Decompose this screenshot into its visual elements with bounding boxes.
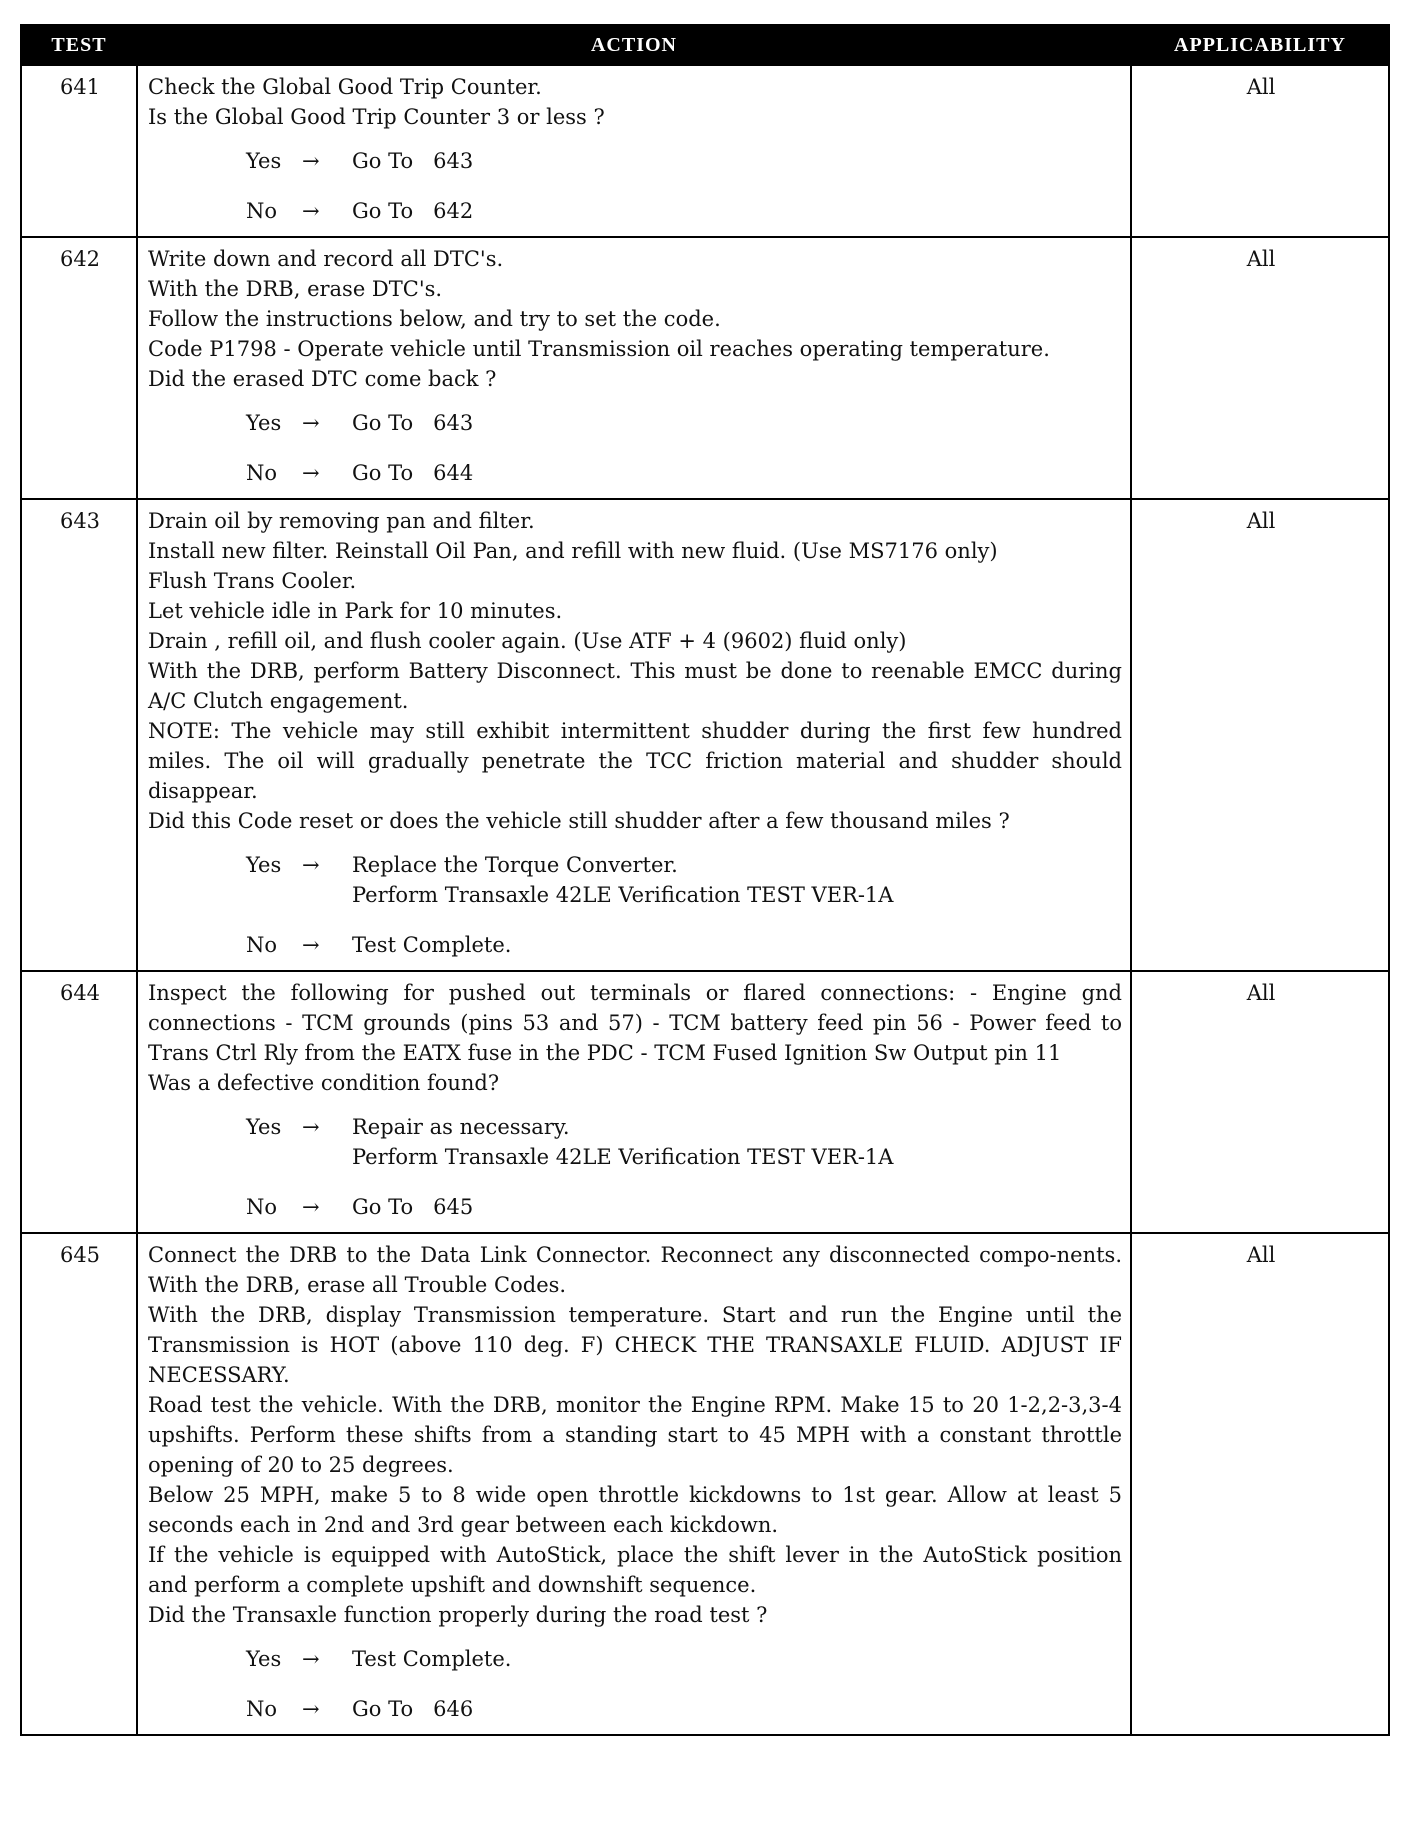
answer-label: No bbox=[246, 1195, 278, 1219]
answer-no bbox=[246, 196, 1122, 226]
action-line: Let vehicle idle in Park for 10 minutes. bbox=[148, 599, 563, 623]
answer-sub-text: Perform Transaxle 42LE Verification TEST VER-1A bbox=[352, 1145, 894, 1169]
answer-result-text: Go To 642 bbox=[352, 199, 474, 223]
action-cell bbox=[137, 65, 1131, 237]
action-line: Did this Code reset or does the vehicle still shudder after a few thousand miles ? bbox=[148, 809, 1010, 833]
answer-label: No bbox=[246, 1697, 278, 1721]
arrow-icon: → bbox=[302, 1115, 320, 1139]
answer-result-text: Go To 643 bbox=[352, 411, 474, 435]
applicability-value: All bbox=[1131, 971, 1389, 1233]
answer-result-text: Test Complete. bbox=[352, 1647, 512, 1671]
answer-label: Yes bbox=[246, 411, 282, 435]
answer-yes bbox=[246, 850, 1122, 910]
header-test: TEST bbox=[21, 25, 137, 65]
answer-sub-text: Perform Transaxle 42LE Verification TEST VER-1A bbox=[352, 883, 894, 907]
action-line: If the vehicle is equipped with AutoStick, place the shift lever in the AutoStick position and perform a complete upshift and downshift sequence. bbox=[148, 1543, 1122, 1597]
action-line: Code P1798 - Operate vehicle until Transmission oil reaches operating temperature. bbox=[148, 337, 1050, 361]
answer-result bbox=[352, 1694, 1122, 1724]
answer-no bbox=[246, 458, 1122, 488]
answer-result-text: Go To 644 bbox=[352, 461, 474, 485]
arrow-icon: → bbox=[302, 1647, 320, 1671]
answer-group bbox=[148, 408, 1122, 488]
header-row bbox=[21, 25, 1389, 65]
answer-yes bbox=[246, 1112, 1122, 1172]
answer-group bbox=[148, 850, 1122, 960]
action-line: Was a defective condition found? bbox=[148, 1071, 500, 1095]
test-row bbox=[21, 65, 1389, 237]
answer-group bbox=[148, 1644, 1122, 1724]
action-line: With the DRB, perform Battery Disconnect. This must be done to reenable EMCC during A/C Clutch engagement. bbox=[148, 659, 1122, 713]
action-line: Road test the vehicle. With the DRB, monitor the Engine RPM. Make 15 to 20 1-2,2-3,3-4 upshifts. Perform these shifts from a standing start to 45 MPH with a constant throttle opening of 20 to 25 degrees. bbox=[148, 1393, 1122, 1477]
action-cell bbox=[137, 971, 1131, 1233]
answer-result bbox=[352, 850, 1122, 910]
answer-result bbox=[352, 930, 1122, 960]
action-cell bbox=[137, 237, 1131, 499]
answer-no bbox=[246, 1192, 1122, 1222]
answer-result-text: Go To 645 bbox=[352, 1195, 474, 1219]
action-line: Did the Transaxle function properly during the road test ? bbox=[148, 1603, 768, 1627]
applicability-value: All bbox=[1131, 1233, 1389, 1735]
action-line: NOTE: The vehicle may still exhibit intermittent shudder during the first few hundred miles. The oil will gradually penetrate the TCC friction material and shudder should disappear. bbox=[148, 719, 1122, 803]
answer-no bbox=[246, 1694, 1122, 1724]
action-line: Install new filter. Reinstall Oil Pan, and refill with new fluid. (Use MS7176 only) bbox=[148, 539, 998, 563]
action-line: With the DRB, erase DTC's. bbox=[148, 277, 443, 301]
answer-result bbox=[352, 196, 1122, 226]
answer-result bbox=[352, 408, 1122, 438]
applicability-value: All bbox=[1131, 499, 1389, 971]
header-action: ACTION bbox=[137, 25, 1131, 65]
applicability-value: All bbox=[1131, 65, 1389, 237]
arrow-icon: → bbox=[302, 411, 320, 435]
answer-result-text: Go To 646 bbox=[352, 1697, 474, 1721]
action-line: Check the Global Good Trip Counter. bbox=[148, 75, 542, 99]
action-line: Drain oil by removing pan and filter. bbox=[148, 509, 535, 533]
action-line: Below 25 MPH, make 5 to 8 wide open throttle kickdowns to 1st gear. Allow at least 5 seconds each in 2nd and 3rd gear between each kickdown. bbox=[148, 1483, 1122, 1537]
test-row bbox=[21, 1233, 1389, 1735]
answer-group bbox=[148, 146, 1122, 226]
action-line: Did the erased DTC come back ? bbox=[148, 367, 497, 391]
action-cell bbox=[137, 1233, 1131, 1735]
answer-yes bbox=[246, 1644, 1122, 1674]
answer-result bbox=[352, 1192, 1122, 1222]
action-line: Inspect the following for pushed out terminals or flared connections: - Engine gnd connections - TCM grounds (pins 53 and 57) - TCM battery feed pin 56 - Power feed to Trans Ctrl Rly from the EATX fuse in the PDC - TCM Fused Ignition Sw Output pin 11 bbox=[148, 981, 1122, 1065]
answer-label: Yes bbox=[246, 1115, 282, 1139]
arrow-icon: → bbox=[302, 461, 320, 485]
test-number: 641 bbox=[21, 65, 137, 237]
diagnostic-table bbox=[20, 24, 1390, 1736]
arrow-icon: → bbox=[302, 1195, 320, 1219]
answer-result bbox=[352, 1644, 1122, 1674]
arrow-icon: → bbox=[302, 853, 320, 877]
answer-result-text: Repair as necessary. bbox=[352, 1115, 570, 1139]
answer-no bbox=[246, 930, 1122, 960]
answer-group bbox=[148, 1112, 1122, 1222]
arrow-icon: → bbox=[302, 1697, 320, 1721]
applicability-value: All bbox=[1131, 237, 1389, 499]
test-number: 644 bbox=[21, 971, 137, 1233]
answer-label: Yes bbox=[246, 853, 282, 877]
action-line: Flush Trans Cooler. bbox=[148, 569, 357, 593]
answer-result bbox=[352, 146, 1122, 176]
answer-label: No bbox=[246, 933, 278, 957]
test-row bbox=[21, 499, 1389, 971]
action-line: Is the Global Good Trip Counter 3 or less ? bbox=[148, 105, 605, 129]
arrow-icon: → bbox=[302, 933, 320, 957]
header-applicability: APPLICABILITY bbox=[1131, 25, 1389, 65]
action-line: Drain , refill oil, and flush cooler again. (Use ATF + 4 (9602) fluid only) bbox=[148, 629, 907, 653]
action-line: Connect the DRB to the Data Link Connector. Reconnect any disconnected compo-nents. With the DRB, erase all Trouble Codes. bbox=[148, 1243, 1122, 1297]
answer-yes bbox=[246, 408, 1122, 438]
answer-label: No bbox=[246, 461, 278, 485]
test-number: 642 bbox=[21, 237, 137, 499]
answer-yes bbox=[246, 146, 1122, 176]
test-number: 645 bbox=[21, 1233, 137, 1735]
action-cell bbox=[137, 499, 1131, 971]
answer-result bbox=[352, 1112, 1122, 1172]
test-row bbox=[21, 237, 1389, 499]
action-line: With the DRB, display Transmission temperature. Start and run the Engine until the Transmission is HOT (above 110 deg. F) CHECK THE TRANSAXLE FLUID. ADJUST IF NECESSARY. bbox=[148, 1303, 1122, 1387]
test-number: 643 bbox=[21, 499, 137, 971]
answer-label: No bbox=[246, 199, 278, 223]
answer-label: Yes bbox=[246, 149, 282, 173]
answer-result bbox=[352, 458, 1122, 488]
arrow-icon: → bbox=[302, 149, 320, 173]
arrow-icon: → bbox=[302, 199, 320, 223]
action-line: Follow the instructions below, and try to set the code. bbox=[148, 307, 721, 331]
answer-result-text: Test Complete. bbox=[352, 933, 512, 957]
answer-label: Yes bbox=[246, 1647, 282, 1671]
answer-result-text: Replace the Torque Converter. bbox=[352, 853, 678, 877]
test-row bbox=[21, 971, 1389, 1233]
action-line: Write down and record all DTC's. bbox=[148, 247, 504, 271]
answer-result-text: Go To 643 bbox=[352, 149, 474, 173]
